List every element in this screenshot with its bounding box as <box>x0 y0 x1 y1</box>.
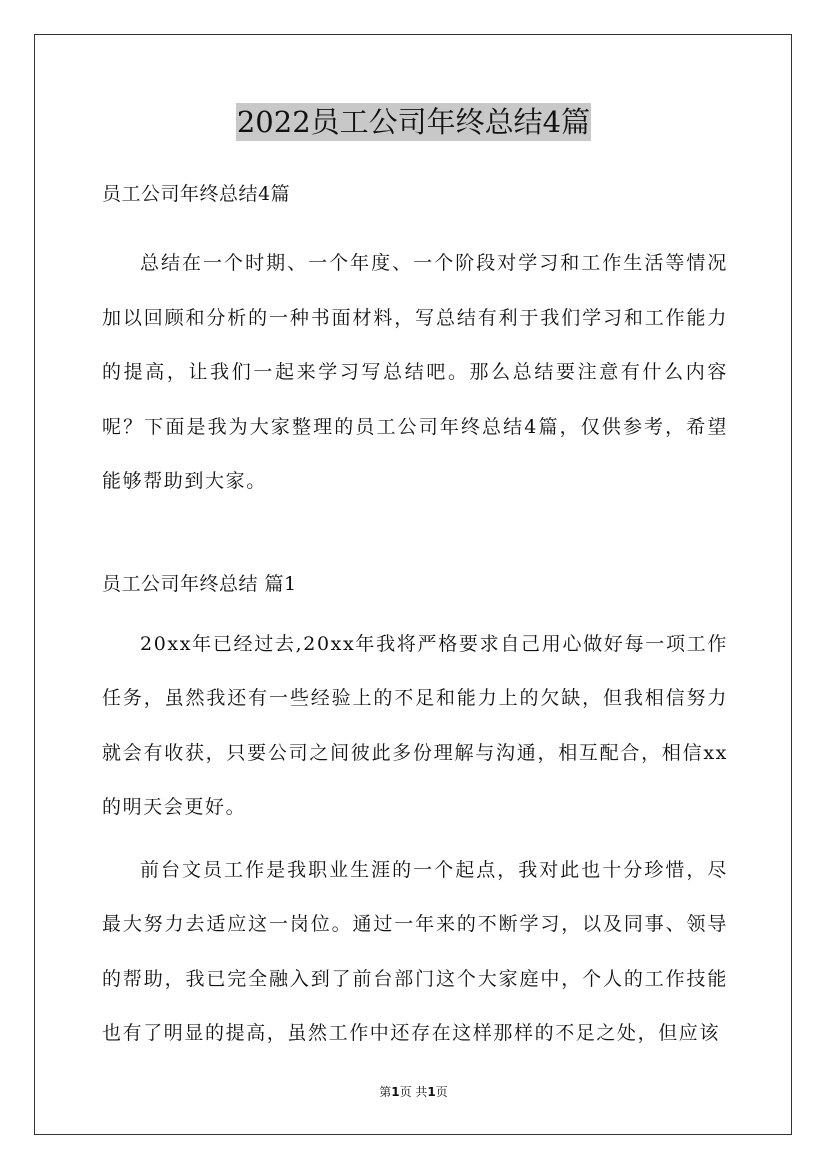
intro-paragraph: 总结在一个时期、一个年度、一个阶段对学习和工作生活等情况加以回顾和分析的一种书面材料，写总结有利于我们学习和工作能力的提高，让我们一起来学习写总结吧。那么总结要注意有什么内容呢？下面是我为大家整理的员工公司年终总结4篇，仅供参考，希望能够帮助到大家。 <box>102 252 728 492</box>
page-footer <box>0 1083 827 1101</box>
footer-page-mid: 页 共 <box>399 1085 428 1099</box>
section-spacer <box>102 509 728 567</box>
document-body <box>102 177 728 1061</box>
section1-paragraph-2: 前台文员工作是我职业生涯的一个起点，我对此也十分珍惜，尽最大努力去适应这一岗位。通过一年来的不断学习，以及同事、领导的帮助，我已完全融入到了前台部门这个大家庭中，个人的工作技能也有了明显的提高，虽然工作中还存在这样那样的不足之处，但应该 <box>102 858 728 1044</box>
footer-page-current: 1 <box>391 1085 400 1099</box>
footer-page-suffix: 页 <box>435 1085 448 1099</box>
footer-page-total: 1 <box>427 1085 436 1099</box>
title-container <box>0 103 827 141</box>
footer-page-prefix: 第 <box>379 1085 392 1099</box>
document-title: 2022员工公司年终总结4篇 <box>236 105 591 139</box>
section1-heading: 员工公司年终总结 篇1 <box>102 572 297 595</box>
section1-paragraph-1: 20xx年已经过去,20xx年我将严格要求自己用心做好每一项工作任务，虽然我还有一些经验上的不足和能力上的欠缺，但我相信努力就会有收获，只要公司之间彼此多份理解与沟通，相互配合，相信xx的明天会更好。 <box>102 632 728 818</box>
document-subtitle: 员工公司年终总结4篇 <box>102 183 291 205</box>
